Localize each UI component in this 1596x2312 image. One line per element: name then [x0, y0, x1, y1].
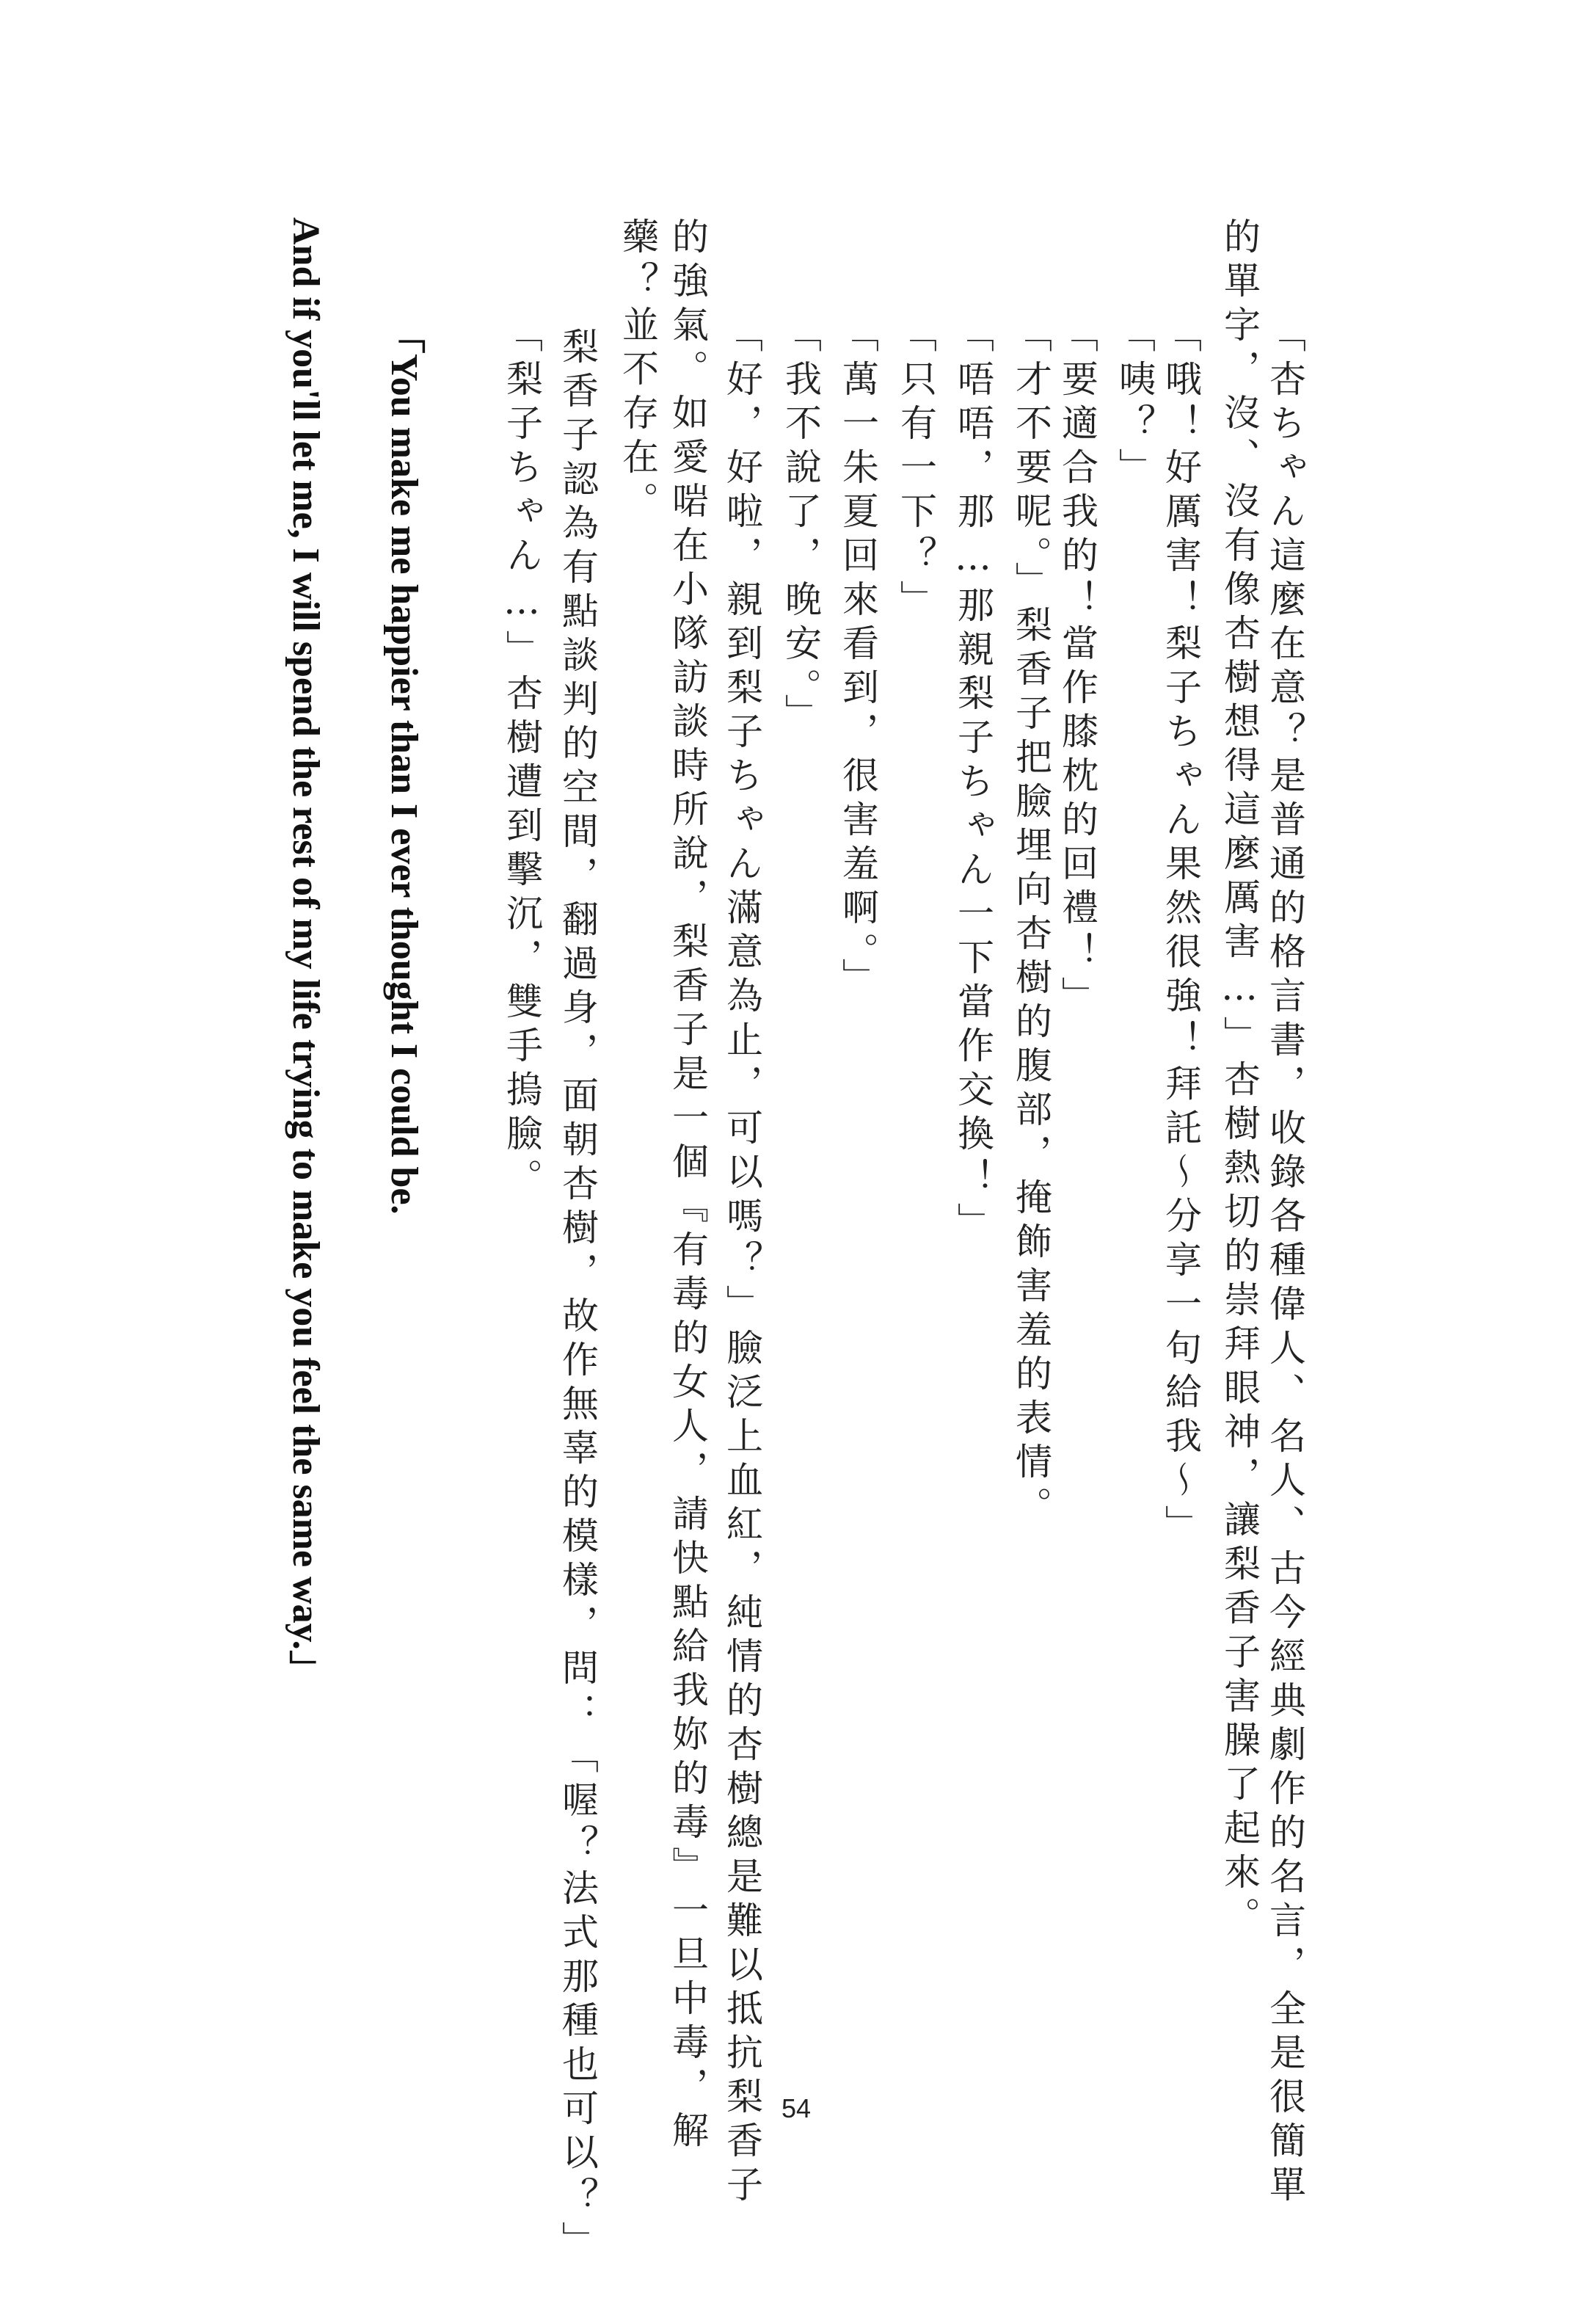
text-line-12: 的強氣。如愛啱在小隊訪談時所說，梨香子是一個『有毒的女人，請快點給我妳的毒』一旦中毒，解	[666, 217, 709, 2155]
text-line-10: 「我不說了，晚安。」	[779, 316, 822, 738]
text-line-3: 「哦！好厲害！梨子ちゃん果然很強！拜託～分享一句給我～」	[1159, 316, 1202, 1549]
text-line-1: 「杏ちゃん這麼在意？是普通的格言書，收錄各種偉人、名人、古今經典劇作的名言，全是很簡單	[1264, 316, 1306, 2209]
text-line-7: 「唔唔，那…那親梨子ちゃん一下當作交換！」	[952, 316, 994, 1246]
english-quote-line-1: 「You make me happier than I ever thought I could be.	[383, 316, 425, 1215]
text-line-5: 「要適合我的！當作膝枕的回禮！」	[1056, 316, 1098, 1020]
text-line-8: 「只有一下？」	[894, 316, 937, 624]
text-line-14: 梨香子認為有點談判的空間，翻過身，面朝杏樹，故作無辜的模樣，問：「喔？法式那種也可以？」	[556, 283, 599, 2265]
text-line-11: 「好，好啦，親到梨子ちゃん滿意為止，可以嗎？」臉泛上血紅，純情的杏樹總是難以抵抗梨香子	[721, 316, 763, 2209]
page-number: 54	[781, 2093, 812, 2123]
text-line-2: 的單字，沒、沒有像杏樹想得這麼厲害…」杏樹熱切的崇拜眼神，讓梨香子害臊了起來。	[1218, 217, 1261, 1941]
english-quote-line-2: And if you'll let me, I will spend the rest of my life trying to make you feel the same way.」	[285, 217, 327, 1688]
text-line-15: 「梨子ちゃん…」杏樹遭到擊沉，雙手摀臉。	[500, 316, 543, 1202]
text-line-13: 藥？並不存在。	[616, 217, 659, 526]
text-line-4: 「咦？」	[1113, 316, 1156, 492]
text-line-6: 「才不要呢。」梨香子把臉埋向杏樹的腹部，掩飾害羞的表情。	[1010, 316, 1052, 1530]
text-line-9: 「萬一朱夏回來看到，很害羞啊。」	[837, 316, 879, 1002]
